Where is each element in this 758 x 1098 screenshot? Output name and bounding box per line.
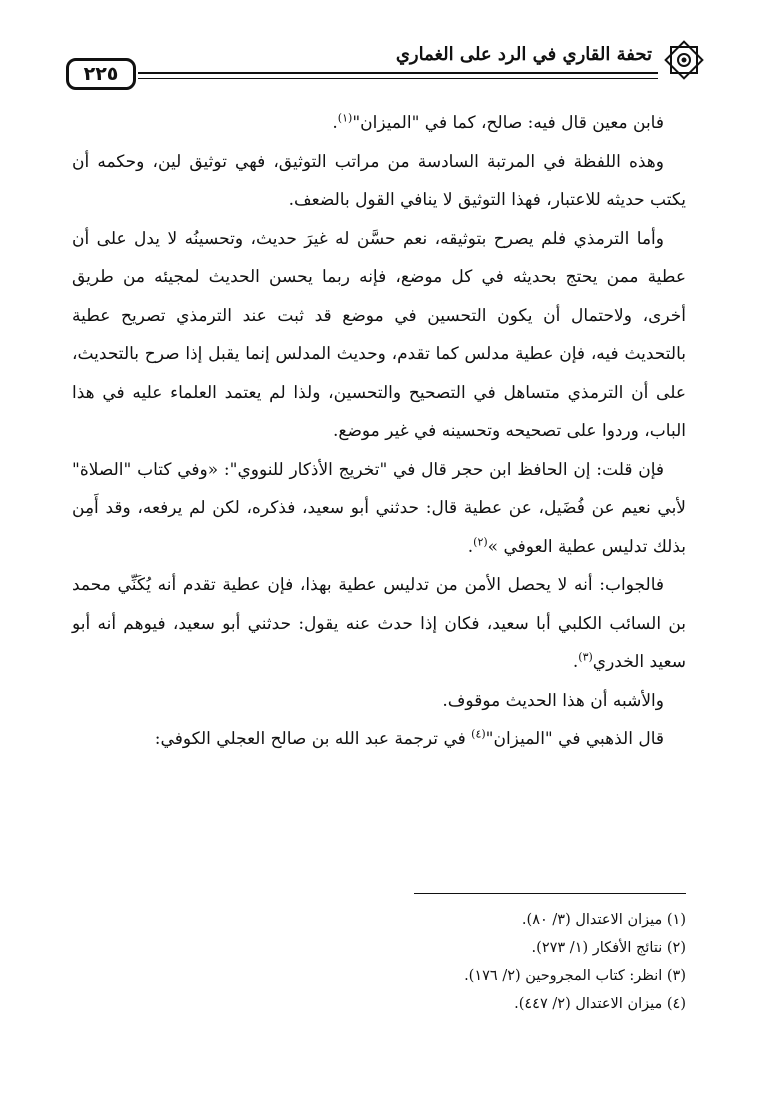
footnote-item: (٢) نتائج الأفكار (١/ ٢٧٣). [531, 940, 686, 956]
paragraph [72, 682, 686, 721]
paragraph [72, 566, 686, 682]
paragraph-text: وأما الترمذي فلم يصرح بتوثيقه، نعم حسَّن له غيرَ حديث، وتحسينُه لا يدل على أن عطية ممن يحتج بحديثه في كل موضع، فإنه ربما يحسن الحديث لمجيئه من طريق أخرى، ولاحتمال أن يكون التحسين في موضع قد ثبت عند الترمذي تصريح عطية بالتحديث فيه، فإن عطية مدلس كما تقدم، وحديث المدلس إنما يقبل إذا صرح بالتحديث، على أن الترمذي متساهل في التصحيح والتحسين، ولذا لم يعتمد العلماء عليه في هذا الباب، وردوا على تصحيحه وتحسينه في غير موضع. [72, 228, 686, 441]
footnotes [72, 906, 686, 1018]
header-rule-bottom [138, 78, 658, 79]
running-title: تحفة القاري في الرد على الغماري [395, 44, 652, 65]
paragraph-text: فإن قلت: إن الحافظ ابن حجر قال في "تخريج الأذكار للنووي": «وفي كتاب "الصلاة" لأبي نعيم عن فُضَيل، عن عطية قال: حدثني أبو سعيد، فذكره، لكن لم يرفعه، وقد أَمِن بذلك تدليس عطية العوفي » [72, 459, 686, 557]
paragraph [72, 104, 686, 143]
footnote-reference[interactable]: (٢) [473, 534, 488, 548]
paragraph [72, 220, 686, 451]
footnote-separator [414, 893, 686, 894]
header-rule-top [138, 72, 658, 74]
footnote-reference[interactable]: (١) [337, 111, 353, 125]
footnote-item: (١) ميزان الاعتدال (٣/ ٨٠). [521, 912, 686, 928]
page-number: ٢٢٥ [66, 58, 136, 90]
star-ornament-icon [662, 38, 706, 82]
footnote-reference[interactable]: (٤) [471, 727, 486, 741]
footnote-reference[interactable]: (٣) [578, 650, 593, 664]
paragraph-tail: . [332, 113, 338, 133]
paragraph-text: وهذه اللفظة في المرتبة السادسة من مراتب التوثيق، فهي توثيق لين، وحكمه أن يكتب حديثه للاعتبار، فهذا التوثيق لا ينافي القول بالضعف. [72, 151, 686, 210]
paragraph-text: قال الذهبي في "الميزان" [485, 729, 664, 749]
paragraph-tail: . [467, 536, 474, 557]
footnote-item: (٣) انظر: كتاب المجروحين (٢/ ١٧٦). [464, 968, 686, 984]
paragraph [72, 451, 686, 567]
paragraph [72, 720, 686, 759]
paragraph-tail: في ترجمة عبد الله بن صالح العجلي الكوفي: [154, 729, 472, 749]
footnote-item: (٤) ميزان الاعتدال (٢/ ٤٤٧). [514, 996, 686, 1012]
paragraph-text: والأشبه أن هذا الحديث موقوف. [442, 690, 664, 711]
main-text [72, 104, 686, 759]
paragraph-text: فابن معين قال فيه: صالح، كما في "الميزان" [352, 113, 664, 133]
page-header [66, 38, 706, 90]
paragraph-tail: . [572, 652, 579, 672]
paragraph-text: فالجواب: أنه لا يحصل الأمن من تدليس عطية بهذا، فإن عطية تقدم أنه يُكَنِّي محمد بن السائب الكلبي أبا سعيد، فكان إذا حدث عنه يقول: حدثني أبو سعيد، فيوهم أنه أبو سعيد الخدري [72, 575, 686, 672]
paragraph [72, 143, 686, 220]
